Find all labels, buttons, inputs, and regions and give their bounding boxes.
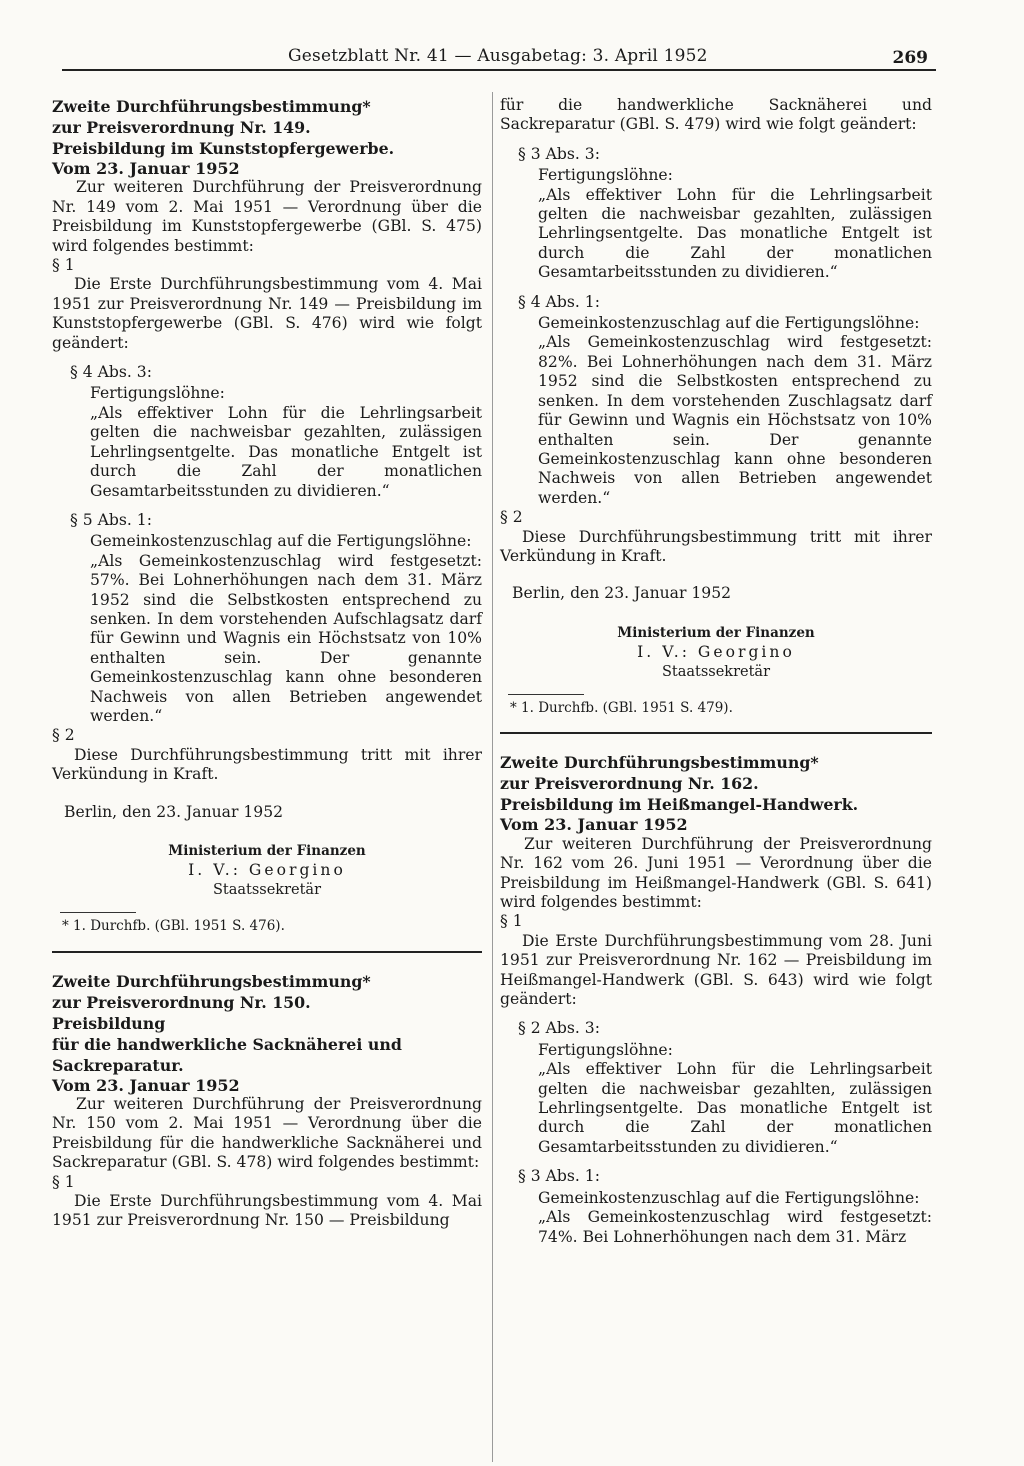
amendment-quote: „Als effektiver Lohn für die Lehrlingsarbeit gelten die nachweisbar gezahlten, zulässigen Lehrlingsentgelte. Das monatliche Entgelt ist durch die Zahl der monatlichen Gesamtarbeitsstunden zu dividieren.“ xyxy=(538,185,932,282)
section-title: zur Preisverordnung Nr. 162. xyxy=(500,774,759,794)
intro-paragraph: Zur weiteren Durchführung der Preisverordnung Nr. 162 vom 26. Juni 1951 — Verordnung über die Preisbildung im Heißmangel-Handwerk (GBl. S. 641) wird folgendes bestimmt: xyxy=(500,834,932,911)
signature-role: Staatssekretär xyxy=(661,663,771,680)
column-divider xyxy=(492,92,493,1462)
amendment-label: Fertigungslöhne: xyxy=(538,166,673,185)
amendment-quote: „Als Gemeinkostenzuschlag wird festgesetzt: 82%. Bei Lohnerhöhungen nach dem 31. März 1952 sind die Selbstkosten entsprechend zu senken. In dem vorstehenden Zuschlagsatz darf für Gewinn und Wagnis ein Höchstsatz von 10% enthalten sein. Der genannte Gemeinkostenzuschlag kann ohne besonderen Nachweis von allen Betrieben angewendet werden.“ xyxy=(538,333,932,507)
amendment-quote: „Als effektiver Lohn für die Lehrlingsarbeit gelten die nachweisbar gezahlten, zulässigen Lehrlingsentgelte. Das monatliche Entgelt ist durch die Zahl der monatlichen Gesamtarbeitsstunden zu dividieren.“ xyxy=(90,403,482,500)
intro-paragraph: Zur weiteren Durchführung der Preisverordnung Nr. 150 vom 2. Mai 1951 — Verordnung über die Preisbildung für die handwerkliche Sacknäherei und Sackreparatur (GBl. S. 478) wird folgendes bestimmt: xyxy=(52,1095,482,1172)
footnote-rule xyxy=(508,694,584,695)
paragraph-text: Die Erste Durchführungsbestimmung vom 28. Juni 1951 zur Preisverordnung Nr. 162 — Preisbildung im Heißmangel-Handwerk (GBl. S. 643) wird wie folgt geändert: xyxy=(500,931,932,1009)
paragraph-text: Diese Durchführungsbestimmung tritt mit ihrer Verkündung in Kraft. xyxy=(52,745,482,784)
section-regulation-149 xyxy=(52,96,482,937)
amendment-label: Fertigungslöhne: xyxy=(538,1040,673,1059)
right-column xyxy=(500,96,932,1247)
paragraph-heading: § 1 xyxy=(500,912,523,931)
signature-name: I. V.: Georgino xyxy=(637,643,795,662)
paragraph-text: Die Erste Durchführungsbestimmung vom 4. Mai 1951 zur Preisverordnung Nr. 149 — Preisbildung im Kunststopfergewerbe (GBl. S. 476) wird wie folgt geändert: xyxy=(52,275,482,352)
section-title: Preisbildung xyxy=(52,1013,166,1033)
section-title: Sackreparatur. xyxy=(52,1055,184,1075)
amendment-item: § 3 Abs. 1: xyxy=(518,1167,600,1186)
place-date: Berlin, den 23. Januar 1952 xyxy=(512,584,732,603)
amendment-label: Gemeinkostenzuschlag auf die Fertigungslöhne: xyxy=(538,1188,920,1207)
section-date: Vom 23. Januar 1952 xyxy=(52,159,240,178)
signature-role: Staatssekretär xyxy=(212,881,322,898)
section-rule xyxy=(52,951,482,953)
signature-ministry: Ministerium der Finanzen xyxy=(168,843,366,859)
section-title: Zweite Durchführungsbestimmung* xyxy=(52,97,371,116)
amendment-quote: „Als Gemeinkostenzuschlag wird festgesetzt: 57%. Bei Lohnerhöhungen nach dem 31. März 1952 sind die Selbstkosten entsprechend zu senken. In dem vorstehenden Aufschlagsatz darf für Gewinn und Wagnis ein Höchstsatz von 10% enthalten sein. Der genannte Gemeinkostenzuschlag kann ohne besonderen Nachweis von allen Betrieben angewendet werden.“ xyxy=(90,551,482,725)
place-date: Berlin, den 23. Januar 1952 xyxy=(64,802,284,821)
amendment-label: Fertigungslöhne: xyxy=(90,384,225,403)
continued-text: für die handwerkliche Sacknäherei und Sackreparatur (GBl. S. 479) wird wie folgt geändert: xyxy=(500,96,932,134)
section-title: für die handwerkliche Sacknäherei und xyxy=(52,1034,402,1054)
amendment-quote: „Als effektiver Lohn für die Lehrlingsarbeit gelten die nachweisbar gezahlten, zulässigen Lehrlingsentgelte. Das monatliche Entgelt ist durch die Zahl der monatlichen Gesamtarbeitsstunden zu dividieren.“ xyxy=(538,1060,932,1156)
header-rule xyxy=(62,69,936,71)
paragraph-heading: § 1 xyxy=(52,256,75,275)
amendment-label: Gemeinkostenzuschlag auf die Fertigungslöhne: xyxy=(538,314,920,333)
section-regulation-150-continued xyxy=(500,96,932,718)
section-regulation-150 xyxy=(52,971,482,1231)
section-title: Zweite Durchführungsbestimmung* xyxy=(52,971,371,991)
paragraph-heading: § 2 xyxy=(52,726,75,745)
page-number: 269 xyxy=(892,48,928,68)
amendment-item: § 2 Abs. 3: xyxy=(518,1019,600,1038)
amendment-item: § 3 Abs. 3: xyxy=(518,144,600,163)
amendment-quote: „Als Gemeinkostenzuschlag wird festgesetzt: 74%. Bei Lohnerhöhungen nach dem 31. März xyxy=(538,1208,932,1246)
paragraph-heading: § 2 xyxy=(500,508,523,527)
amendment-item: § 4 Abs. 3: xyxy=(70,363,152,382)
section-title: zur Preisverordnung Nr. 149. xyxy=(52,118,311,137)
section-rule xyxy=(500,732,932,734)
section-title: Zweite Durchführungsbestimmung* xyxy=(500,753,819,773)
section-title: zur Preisverordnung Nr. 150. xyxy=(52,992,311,1012)
footnote: * 1. Durchfb. (GBl. 1951 S. 476). xyxy=(62,918,285,935)
paragraph-text: Diese Durchführungsbestimmung tritt mit ihrer Verkündung in Kraft. xyxy=(500,527,932,565)
signature-ministry: Ministerium der Finanzen xyxy=(617,624,815,641)
signature-name: I. V.: Georgino xyxy=(188,861,346,880)
footnote-rule xyxy=(60,912,136,913)
amendment-item: § 5 Abs. 1: xyxy=(70,510,152,529)
paragraph-text: Die Erste Durchführungsbestimmung vom 4. Mai 1951 zur Preisverordnung Nr. 150 — Preisbildung xyxy=(52,1192,482,1230)
amendment-item: § 4 Abs. 1: xyxy=(518,292,600,311)
left-column xyxy=(52,96,482,1231)
section-date: Vom 23. Januar 1952 xyxy=(52,1075,240,1095)
intro-paragraph: Zur weiteren Durchführung der Preisverordnung Nr. 149 vom 2. Mai 1951 — Verordnung über die Preisbildung im Kunststopfergewerbe (GBl. S. 475) wird folgendes bestimmt: xyxy=(52,178,482,255)
header-title: Gesetzblatt Nr. 41 — Ausgabetag: 3. April 1952 xyxy=(288,46,708,66)
section-date: Vom 23. Januar 1952 xyxy=(500,815,688,835)
footnote: * 1. Durchfb. (GBl. 1951 S. 479). xyxy=(510,699,733,716)
section-title: Preisbildung im Kunststopfergewerbe. xyxy=(52,139,395,158)
amendment-label: Gemeinkostenzuschlag auf die Fertigungslöhne: xyxy=(90,532,472,551)
section-regulation-162 xyxy=(500,752,932,1247)
section-title: Preisbildung im Heißmangel-Handwerk. xyxy=(500,795,859,815)
paragraph-heading: § 1 xyxy=(52,1172,75,1191)
